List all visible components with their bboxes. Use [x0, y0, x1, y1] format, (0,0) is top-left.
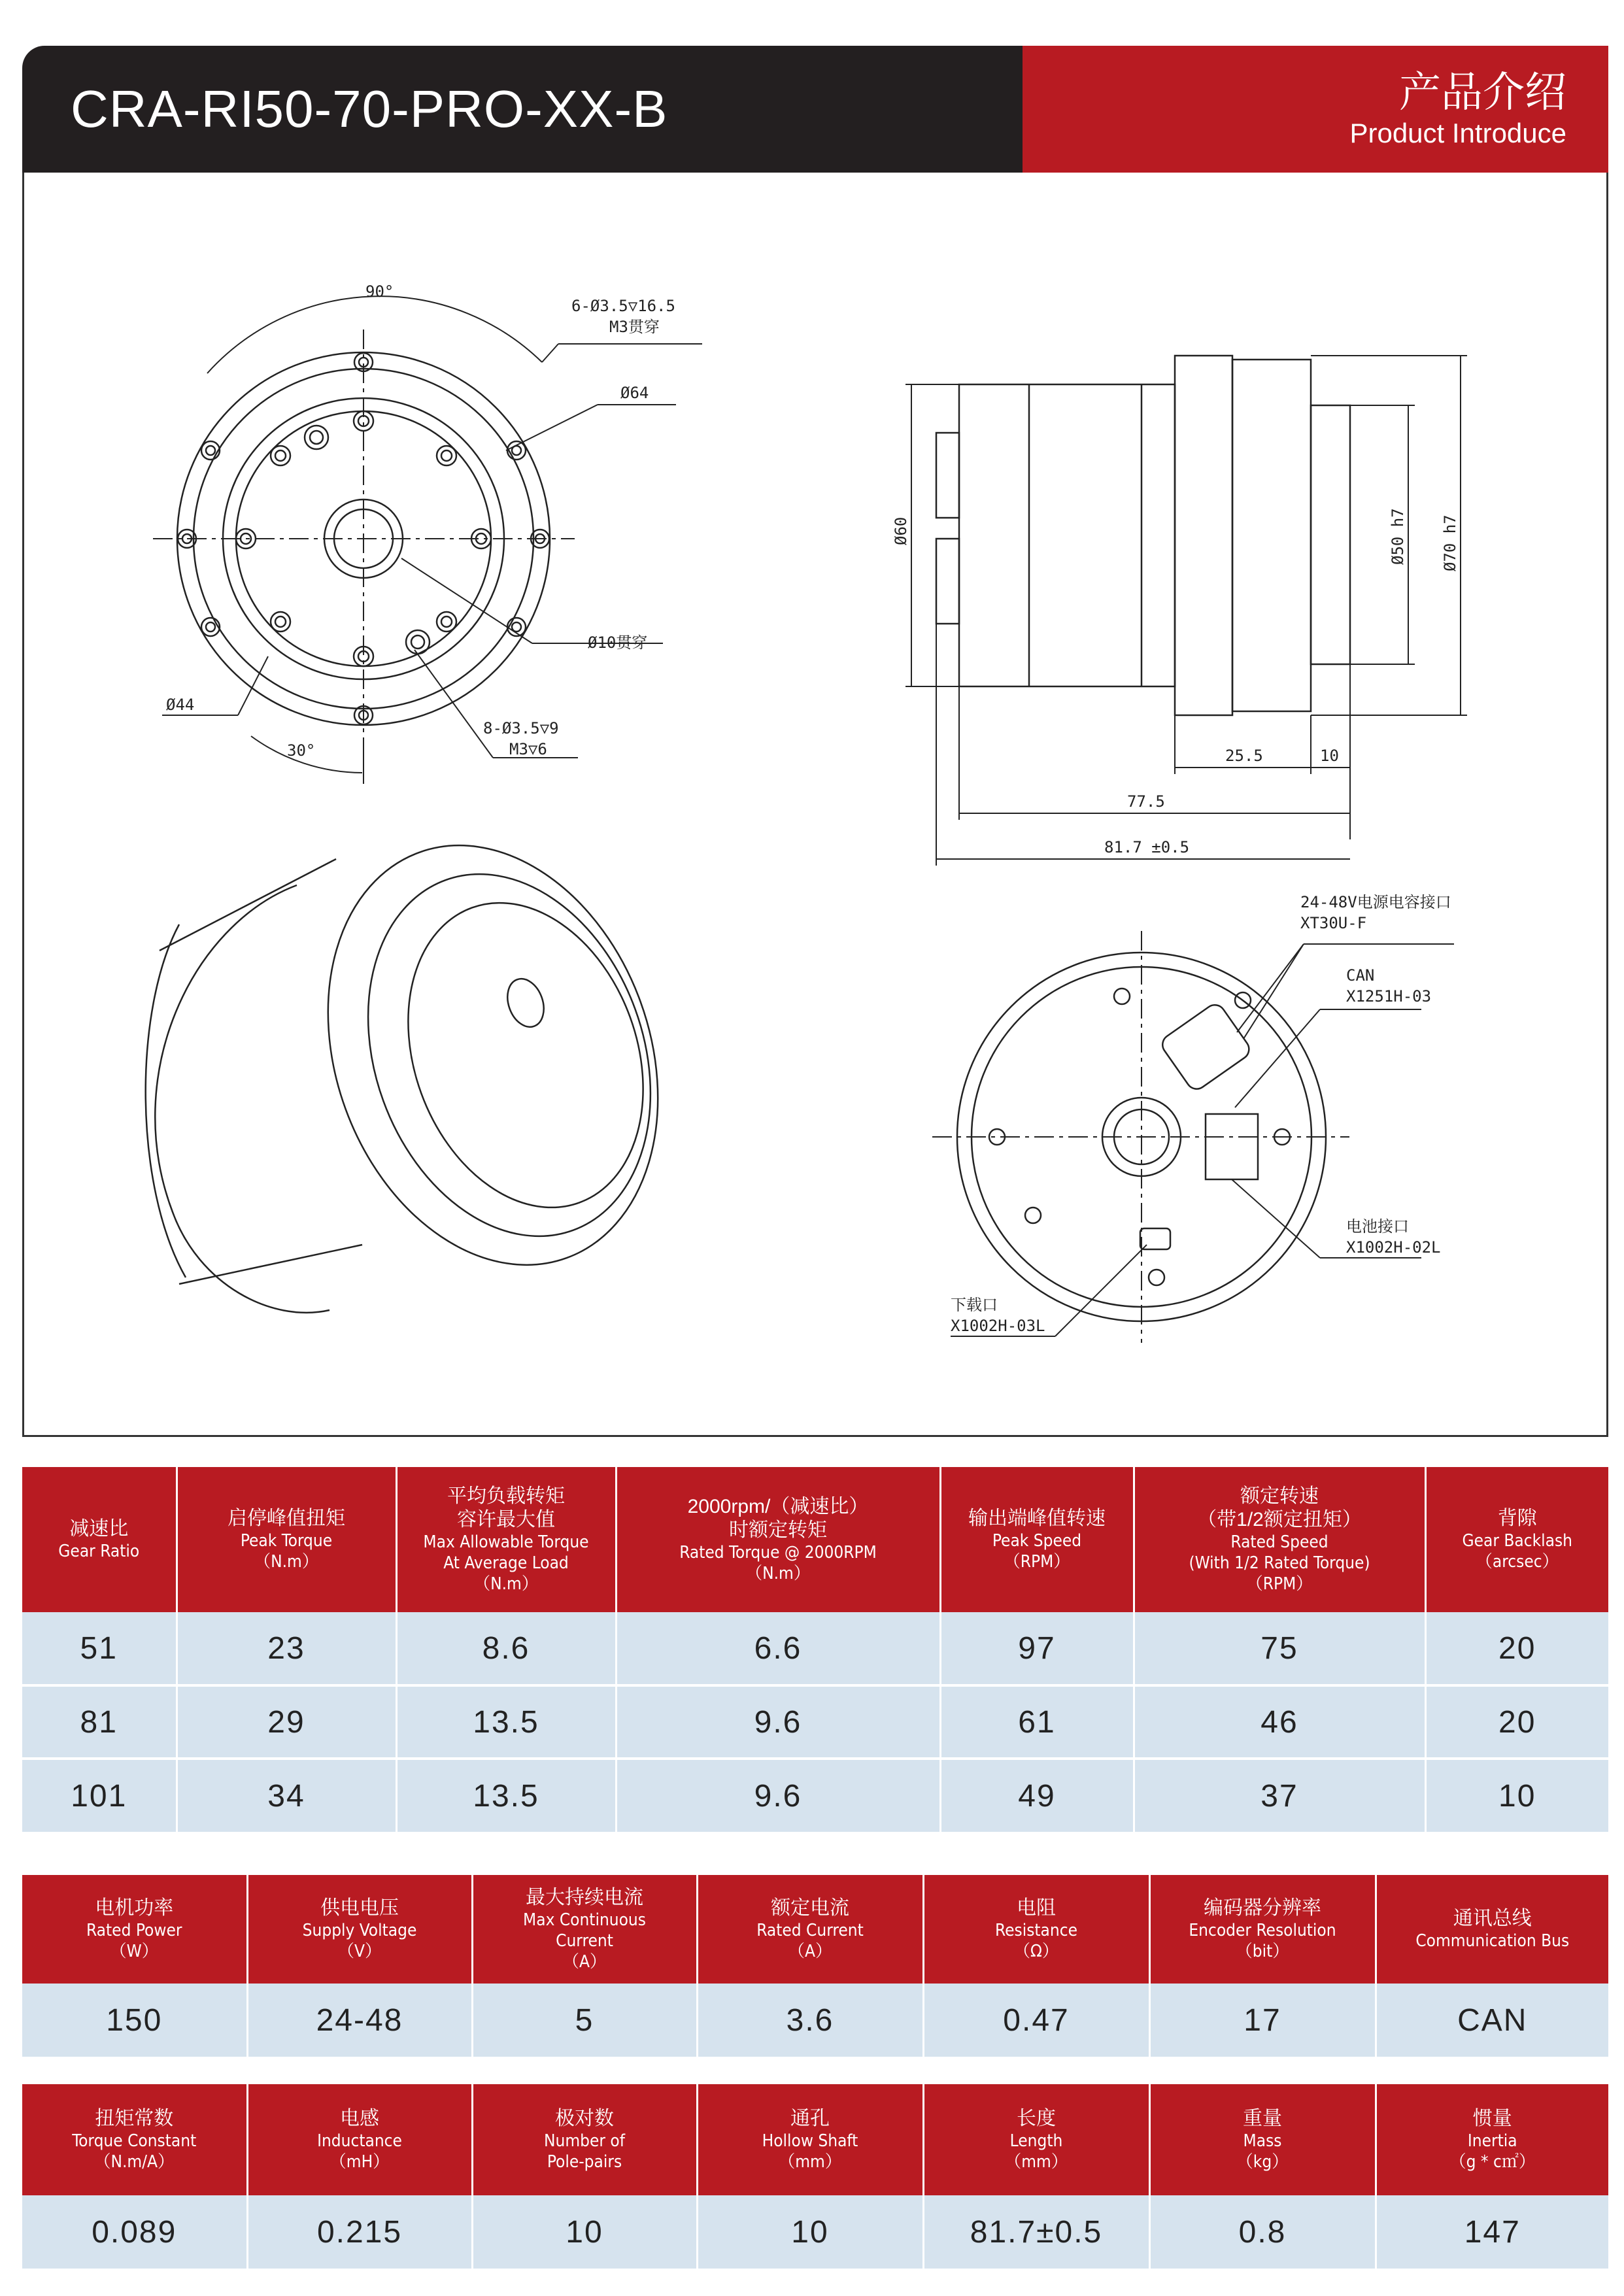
- section-label-en: Product Introduce: [1349, 118, 1566, 148]
- m3-depth-label: M3▽6: [509, 740, 547, 758]
- header-cn-text: 长度: [1017, 2108, 1056, 2129]
- header-en-text: Communication Bus: [1415, 1931, 1570, 1951]
- table-cell: 23: [177, 1612, 396, 1685]
- angle-90-label: 90°: [365, 282, 394, 301]
- header-cn-text: 供电电压: [320, 1897, 399, 1919]
- header-en-text: （Ω）: [1013, 1942, 1059, 1961]
- header-cn-text: 通讯总线: [1453, 1908, 1532, 1929]
- column-header: [247, 1875, 472, 1984]
- table-cell: 101: [22, 1759, 177, 1832]
- header-en-text: Length: [1009, 2131, 1063, 2151]
- header-cn-text-line2: （带1/2额定扭矩）: [1197, 1509, 1362, 1530]
- dia-10-label: Ø10贯穿: [588, 633, 648, 652]
- dia-44-label: Ø44: [166, 696, 195, 714]
- table-cell: 0.47: [923, 1984, 1149, 2057]
- header-cn-text: 启停峰值扭矩: [228, 1508, 345, 1529]
- header-cn-text: 最大持续电流: [526, 1887, 643, 1908]
- table-cell: 9.6: [616, 1759, 940, 1832]
- can-connector-label: CAN: [1346, 966, 1375, 985]
- table-cell: 10: [1425, 1759, 1608, 1832]
- dim-10-label: 10: [1320, 747, 1339, 765]
- angle-30-label: 30°: [287, 741, 316, 760]
- header-en-text: （mm）: [778, 2152, 842, 2172]
- table-cell: 24-48: [247, 1984, 472, 2057]
- column-header: [22, 2084, 247, 2195]
- header-en-text: Mass: [1243, 2131, 1282, 2151]
- header-en-text: （RPM）: [1003, 1552, 1071, 1572]
- header-en-text: Current: [556, 1931, 613, 1951]
- header-cn-text: 输出端峰值转速: [968, 1508, 1106, 1529]
- dim-81-7-label: 81.7 ±0.5: [1104, 838, 1190, 856]
- m3-through-label: M3贯穿: [609, 318, 660, 336]
- header-en-text: （A）: [788, 1942, 832, 1961]
- header-en-text: Encoder Resolution: [1189, 1921, 1336, 1940]
- table-cell: 3.6: [697, 1984, 923, 2057]
- column-header: [22, 1875, 247, 1984]
- holes-8-label: 8-Ø3.5▽9: [483, 719, 559, 737]
- header-en-text: Rated Power: [86, 1921, 182, 1940]
- dia-70-label: Ø70 h7: [1441, 515, 1459, 571]
- header-cn-text: 通孔: [790, 2108, 830, 2129]
- header-en-text: （mH）: [329, 2152, 390, 2172]
- header-cn-text: 平均负载转矩: [447, 1485, 565, 1507]
- header-en-text: （A）: [562, 1952, 607, 1972]
- header-en-text: （mm）: [1004, 2152, 1068, 2172]
- table-cell: 10: [472, 2195, 697, 2269]
- side-view-drawing: [892, 356, 1467, 866]
- table-cell: 150: [22, 1984, 247, 2057]
- header-cn-text: 惯量: [1472, 2108, 1512, 2129]
- header-en-text: （N.m/A）: [93, 2152, 175, 2172]
- section-label-cn: 产品介绍: [1399, 69, 1566, 116]
- dim-77-5-label: 77.5: [1127, 792, 1165, 811]
- table-cell: 13.5: [396, 1685, 616, 1759]
- header-en-text: Inertia: [1467, 2131, 1517, 2151]
- table-cell: 0.8: [1149, 2195, 1376, 2269]
- table-cell: 51: [22, 1612, 177, 1685]
- table-cell: 20: [1425, 1612, 1608, 1685]
- column-header: [1149, 2084, 1376, 2195]
- header-cn-text: 重量: [1243, 2108, 1282, 2129]
- table-cell: 8.6: [396, 1612, 616, 1685]
- table-cell: 97: [940, 1612, 1134, 1685]
- table-cell: 6.6: [616, 1612, 940, 1685]
- column-header: [1376, 1875, 1608, 1984]
- dia-60-label: Ø60: [892, 516, 910, 545]
- header-en-text: (With 1/2 Rated Torque): [1189, 1553, 1370, 1573]
- table-row: [22, 2195, 1608, 2269]
- header-en-text: Number of: [544, 2131, 625, 2151]
- header-en-text: Resistance: [995, 1921, 1077, 1940]
- table-cell: 17: [1149, 1984, 1376, 2057]
- header-en-text: （g * c㎡）: [1449, 2152, 1536, 2172]
- header-en-text: At Average Load: [443, 1553, 569, 1573]
- dia-50-label: Ø50 h7: [1389, 508, 1407, 565]
- header-section-label: [1023, 46, 1608, 173]
- header-en-text: （N.m）: [254, 1552, 319, 1572]
- download-port-part: X1002H-03L: [951, 1317, 1045, 1335]
- table-cell: 5: [472, 1984, 697, 2057]
- header-cn-text: 极对数: [555, 2108, 614, 2129]
- table-cell: 13.5: [396, 1759, 616, 1832]
- column-header: [1425, 1467, 1608, 1612]
- header-en-text: Peak Torque: [240, 1531, 333, 1551]
- isometric-view-drawing: [146, 799, 715, 1313]
- header-cn-text: 减速比: [69, 1518, 129, 1540]
- table-row: [22, 1984, 1608, 2057]
- header-title-block: [22, 46, 1023, 173]
- column-header: [396, 1467, 616, 1612]
- header-cn-text: 额定电流: [771, 1897, 849, 1919]
- header-cn-text: 编码器分辨率: [1204, 1897, 1321, 1919]
- header-en-text: Max Continuous: [523, 1910, 646, 1930]
- header-en-text: （bit）: [1235, 1942, 1290, 1961]
- product-model-title: CRA-RI50-70-PRO-XX-B: [71, 80, 668, 138]
- header-en-text: （N.m）: [473, 1574, 539, 1594]
- dia-64-label: Ø64: [620, 384, 649, 402]
- header-en-text: Gear Backlash: [1462, 1531, 1573, 1551]
- battery-connector-part: X1002H-02L: [1346, 1238, 1441, 1257]
- column-header: [1149, 1875, 1376, 1984]
- header-en-text: Rated Speed: [1230, 1532, 1328, 1552]
- column-header: [940, 1467, 1134, 1612]
- header-en-text: Max Allowable Torque: [423, 1532, 589, 1552]
- table-cell: 34: [177, 1759, 396, 1832]
- page-header: [22, 46, 1608, 173]
- column-header: [472, 2084, 697, 2195]
- header-en-text: Pole-pairs: [547, 2152, 622, 2172]
- column-header: [923, 2084, 1149, 2195]
- download-port-label: 下载口: [951, 1296, 998, 1314]
- header-en-text: Hollow Shaft: [762, 2131, 858, 2151]
- column-header: [616, 1467, 940, 1612]
- physical-spec-table: [22, 2084, 1608, 2269]
- table-cell: 9.6: [616, 1685, 940, 1759]
- column-header: [697, 2084, 923, 2195]
- table-cell: 75: [1134, 1612, 1425, 1685]
- header-cn-text-line2: 容许最大值: [457, 1509, 555, 1530]
- column-header: [22, 1467, 177, 1612]
- header-en-text: （RPM）: [1245, 1574, 1313, 1594]
- table-cell: 147: [1376, 2195, 1608, 2269]
- header-en-text: Supply Voltage: [302, 1921, 417, 1940]
- battery-connector-label: 电池接口: [1346, 1217, 1409, 1236]
- table-cell: 29: [177, 1685, 396, 1759]
- header-cn-text: 扭矩常数: [95, 2108, 174, 2129]
- rear-view-drawing: [932, 893, 1454, 1343]
- header-en-text: （kg）: [1236, 2152, 1289, 2172]
- header-cn-text: 电阻: [1017, 1897, 1056, 1919]
- header-en-text: Gear Ratio: [58, 1542, 140, 1561]
- table-cell: 10: [697, 2195, 923, 2269]
- header-en-text: Rated Current: [756, 1921, 864, 1940]
- table-cell: 61: [940, 1685, 1134, 1759]
- table-cell: 49: [940, 1759, 1134, 1832]
- front-view-drawing: [153, 282, 702, 784]
- motor-spec-table: [22, 1875, 1608, 2057]
- header-en-text: （arcsec）: [1475, 1552, 1559, 1572]
- table-cell: 81: [22, 1685, 177, 1759]
- technical-drawing: [22, 173, 1608, 1437]
- header-en-text: （V）: [337, 1942, 382, 1961]
- header-en-text: Torque Constant: [72, 2131, 197, 2151]
- dim-25-5-label: 25.5: [1225, 747, 1263, 765]
- power-connector-part: XT30U-F: [1300, 914, 1367, 932]
- column-header: [177, 1467, 396, 1612]
- header-en-text: Rated Torque @ 2000RPM: [679, 1543, 877, 1562]
- column-header: [1376, 2084, 1608, 2195]
- table-cell: 37: [1134, 1759, 1425, 1832]
- header-en-text: Peak Speed: [992, 1531, 1082, 1551]
- table-row: [22, 1759, 1608, 1832]
- header-en-text: （W）: [109, 1942, 159, 1961]
- table-cell: 0.215: [247, 2195, 472, 2269]
- table-cell: 20: [1425, 1685, 1608, 1759]
- column-header: [697, 1875, 923, 1984]
- header-en-text: （N.m）: [745, 1564, 811, 1583]
- header-cn-text: 背隙: [1497, 1508, 1537, 1529]
- column-header: [923, 1875, 1149, 1984]
- table-cell: 0.089: [22, 2195, 247, 2269]
- header-cn-text: 电机功率: [95, 1897, 174, 1919]
- can-connector-part: X1251H-03: [1346, 987, 1432, 1005]
- table-cell: 46: [1134, 1685, 1425, 1759]
- gear-spec-table: [22, 1467, 1608, 1832]
- column-header: [1134, 1467, 1425, 1612]
- power-connector-label: 24-48V电源电容接口: [1300, 893, 1451, 911]
- holes-6-label: 6-Ø3.5▽16.5: [571, 297, 675, 315]
- header-cn-text: 2000rpm/（减速比）: [687, 1496, 869, 1517]
- header-en-text: Inductance: [317, 2131, 402, 2151]
- header-cn-text-line2: 时额定转矩: [729, 1519, 827, 1541]
- header-cn-text: 电感: [340, 2108, 379, 2129]
- header-cn-text: 额定转速: [1240, 1485, 1319, 1507]
- column-header: [247, 2084, 472, 2195]
- table-row: [22, 1612, 1608, 1685]
- table-cell: 81.7±0.5: [923, 2195, 1149, 2269]
- table-cell: CAN: [1376, 1984, 1608, 2057]
- table-row: [22, 1685, 1608, 1759]
- column-header: [472, 1875, 697, 1984]
